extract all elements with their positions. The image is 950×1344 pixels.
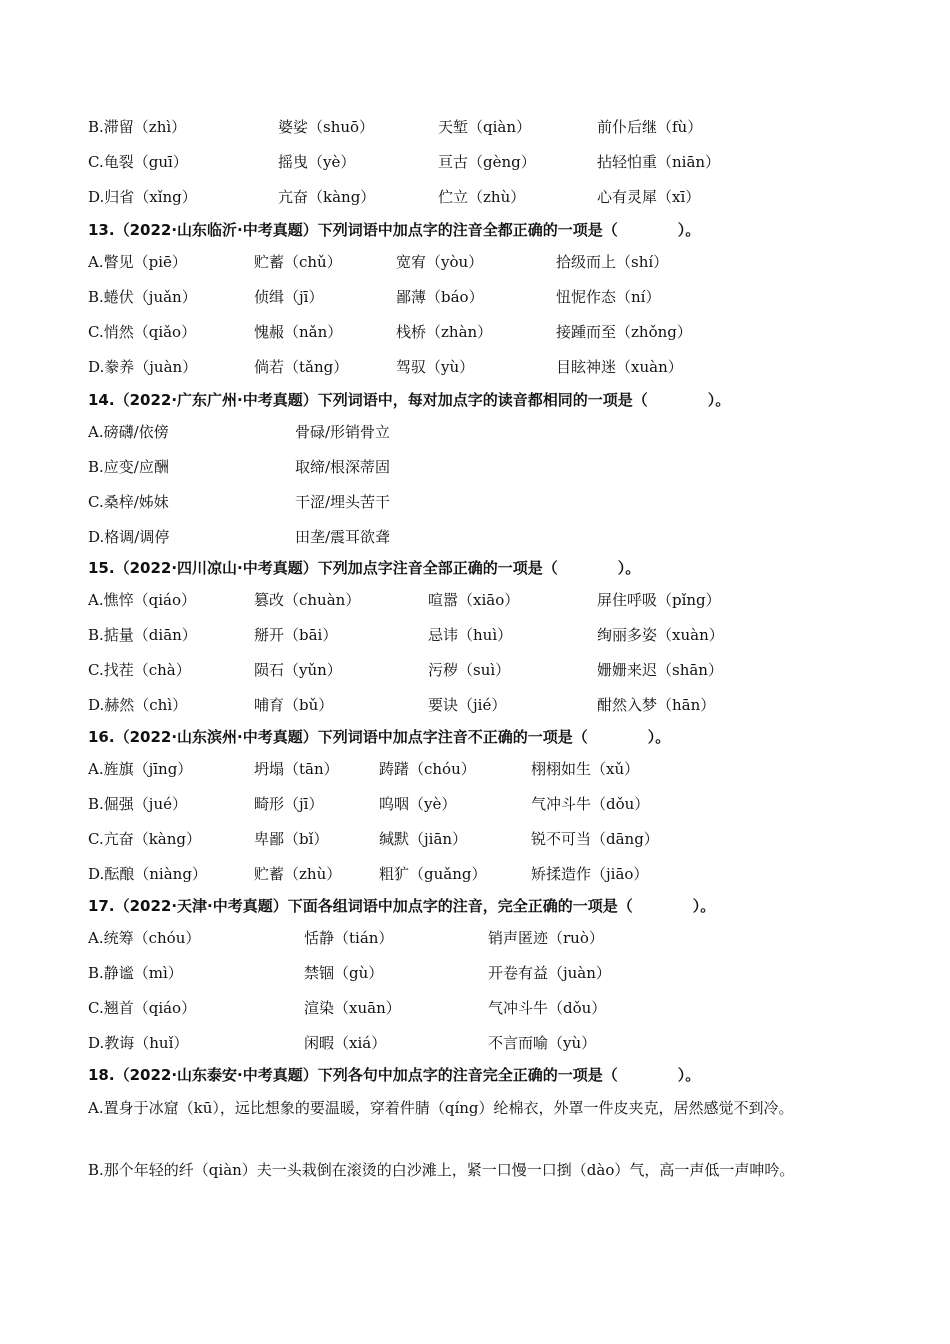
q12-option-c[interactable]	[88, 151, 868, 173]
q13-option-c[interactable]	[88, 321, 868, 343]
q16-option-a-word-2: 坍塌（tān）	[254, 760, 339, 778]
q14-stem: 14.（2022·广东广州·中考真题）下列词语中，每对加点字的读音都相同的一项是（ ）。	[88, 391, 731, 409]
q13-option-a-word-1: A.瞥见（piē）	[88, 253, 187, 271]
q12-option-b-word-2: 婆娑（shuō）	[278, 118, 375, 136]
q12-option-c-word-2: 摇曳（yè）	[278, 153, 356, 171]
q16-option-a-word-4: 栩栩如生（xǔ）	[531, 760, 640, 778]
q14-option-d-pair-1: D.格调/调停	[88, 528, 170, 546]
q13-option-b-word-2: 侦缉（jī）	[254, 288, 324, 306]
q12-option-b-word-1: B.滞留（zhì）	[88, 118, 187, 136]
q17-option-b-word-1: B.静谧（mì）	[88, 964, 183, 982]
q14-option-b-pair-1: B.应变/应酬	[88, 458, 169, 476]
q15-option-c[interactable]	[88, 659, 868, 681]
q15-option-c-word-2: 陨石（yǔn）	[254, 661, 342, 679]
q12-option-c-word-3: 亘古（gèng）	[438, 153, 536, 171]
q16-option-c-word-1: C.亢奋（kàng）	[88, 830, 202, 848]
q13-option-d-word-3: 驾驭（yù）	[396, 358, 475, 376]
q13-option-c-word-4: 接踵而至（zhǒng）	[556, 323, 692, 341]
q17-option-d[interactable]	[88, 1032, 868, 1054]
q17-option-b-word-3: 开卷有益（juàn）	[488, 964, 611, 982]
q16-option-b-word-4: 气冲斗牛（dǒu）	[531, 795, 650, 813]
q16-option-c[interactable]	[88, 828, 868, 850]
q18-option-b[interactable]: B.那个年轻的纤（qiàn）夫一头栽倒在滚烫的白沙滩上，紧一口慢一口捯（dào）气，高一声低一声呻吟。	[88, 1161, 795, 1179]
q14-option-d-pair-2: 田垄/震耳欲聋	[295, 528, 391, 546]
q15-option-d-word-4: 酣然入梦（hān）	[597, 696, 716, 714]
q13-option-b-word-4: 忸怩作态（ní）	[556, 288, 661, 306]
q16-option-b-word-2: 畸形（jī）	[254, 795, 324, 813]
q15-option-d-word-1: D.赫然（chì）	[88, 696, 188, 714]
q12-option-b-word-4: 前仆后继（fù）	[597, 118, 703, 136]
q13-option-c-word-3: 栈桥（zhàn）	[396, 323, 493, 341]
q16-option-d-word-3: 粗犷（guǎng）	[379, 865, 487, 883]
q16-option-b[interactable]	[88, 793, 868, 815]
q14-option-c[interactable]	[88, 491, 868, 513]
q16-option-c-word-3: 缄默（jiān）	[379, 830, 468, 848]
q13-stem: 13.（2022·山东临沂·中考真题）下列词语中加点字的注音全都正确的一项是（ ）。	[88, 221, 701, 239]
q17-option-d-word-3: 不言而喻（yù）	[488, 1034, 597, 1052]
q14-option-b[interactable]	[88, 456, 868, 478]
q15-option-d-word-3: 要诀（jié）	[428, 696, 507, 714]
q17-option-c-word-2: 渲染（xuān）	[304, 999, 401, 1017]
q13-option-d[interactable]	[88, 356, 868, 378]
q13-option-b[interactable]	[88, 286, 868, 308]
q17-option-b[interactable]	[88, 962, 868, 984]
q13-option-d-word-4: 目眩神迷（xuàn）	[556, 358, 683, 376]
q15-option-a-word-2: 篡改（chuàn）	[254, 591, 361, 609]
q16-option-d[interactable]	[88, 863, 868, 885]
q16-option-a-word-3: 踌躇（chóu）	[379, 760, 476, 778]
q14-option-a-pair-1: A.磅礴/依傍	[88, 423, 169, 441]
q15-option-b-word-1: B.掂量（diān）	[88, 626, 197, 644]
q16-option-d-word-2: 贮蓄（zhù）	[254, 865, 342, 883]
q13-option-d-word-2: 倘若（tǎng）	[254, 358, 349, 376]
q16-option-d-word-4: 矫揉造作（jiāo）	[531, 865, 649, 883]
q15-option-b-word-2: 掰开（bāi）	[254, 626, 338, 644]
q18-option-a[interactable]: A.置身于冰窟（kū），远比想象的要温暖，穿着件腈（qíng）纶棉衣，外罩一件皮夹克，居然感觉不到冷。	[88, 1099, 794, 1117]
q15-option-c-word-1: C.找茬（chà）	[88, 661, 191, 679]
q16-option-a[interactable]	[88, 758, 868, 780]
q12-option-d-word-1: D.归省（xǐng）	[88, 188, 197, 206]
q15-option-b-word-4: 绚丽多姿（xuàn）	[597, 626, 724, 644]
q17-option-d-word-1: D.教诲（huǐ）	[88, 1034, 189, 1052]
q15-option-c-word-4: 姗姗来迟（shān）	[597, 661, 723, 679]
q13-option-d-word-1: D.豢养（juàn）	[88, 358, 198, 376]
q12-option-d-word-4: 心有灵犀（xī）	[597, 188, 701, 206]
q14-option-c-pair-2: 干涩/埋头苦干	[295, 493, 391, 511]
q12-option-d-word-2: 亢奋（kàng）	[278, 188, 376, 206]
q15-option-a-word-4: 屏住呼吸（pǐng）	[597, 591, 721, 609]
q12-option-d[interactable]	[88, 186, 868, 208]
q14-option-a-pair-2: 骨碌/形销骨立	[295, 423, 391, 441]
q15-option-d-word-2: 哺育（bǔ）	[254, 696, 334, 714]
q13-option-a-word-4: 拾级而上（shí）	[556, 253, 669, 271]
q15-option-b[interactable]	[88, 624, 868, 646]
q16-option-a-word-1: A.旌旗（jīng）	[88, 760, 193, 778]
q16-stem: 16.（2022·山东滨州·中考真题）下列词语中加点字注音不正确的一项是（ ）。	[88, 728, 671, 746]
q12-option-d-word-3: 伫立（zhù）	[438, 188, 526, 206]
q15-option-b-word-3: 忌讳（huì）	[428, 626, 513, 644]
q15-stem: 15.（2022·四川凉山·中考真题）下列加点字注音全部正确的一项是（ ）。	[88, 559, 641, 577]
q18-stem: 18.（2022·山东泰安·中考真题）下列各句中加点字的注音完全正确的一项是（ ）。	[88, 1066, 701, 1084]
q17-option-a-word-1: A.统筹（chóu）	[88, 929, 201, 947]
q13-option-a-word-3: 宽宥（yòu）	[396, 253, 484, 271]
q16-option-b-word-3: 呜咽（yè）	[379, 795, 457, 813]
q14-option-a[interactable]	[88, 421, 868, 443]
q14-option-b-pair-2: 取缔/根深蒂固	[295, 458, 391, 476]
q13-option-a-word-2: 贮蓄（chǔ）	[254, 253, 342, 271]
q14-option-c-pair-1: C.桑梓/姊妹	[88, 493, 169, 511]
q17-option-a-word-2: 恬静（tián）	[304, 929, 394, 947]
q13-option-b-word-3: 鄙薄（báo）	[396, 288, 484, 306]
q12-option-c-word-4: 拈轻怕重（niān）	[597, 153, 721, 171]
q13-option-c-word-2: 愧赧（nǎn）	[254, 323, 343, 341]
q15-option-a[interactable]	[88, 589, 868, 611]
q16-option-b-word-1: B.倔强（jué）	[88, 795, 187, 813]
q12-option-b-word-3: 天堑（qiàn）	[438, 118, 532, 136]
q15-option-a-word-3: 喧嚣（xiāo）	[428, 591, 520, 609]
q17-option-c[interactable]	[88, 997, 868, 1019]
q17-option-a-word-3: 销声匿迹（ruò）	[488, 929, 604, 947]
q13-option-c-word-1: C.悄然（qiǎo）	[88, 323, 197, 341]
q15-option-d[interactable]	[88, 694, 868, 716]
q12-option-b[interactable]	[88, 116, 868, 138]
q17-option-b-word-2: 禁锢（gù）	[304, 964, 384, 982]
q17-option-a[interactable]	[88, 927, 868, 949]
q15-option-c-word-3: 污秽（suì）	[428, 661, 511, 679]
q12-option-c-word-1: C.龟裂（guī）	[88, 153, 188, 171]
q17-option-c-word-1: C.翘首（qiáo）	[88, 999, 197, 1017]
q17-option-c-word-3: 气冲斗牛（dǒu）	[488, 999, 607, 1017]
q17-stem: 17.（2022·天津·中考真题）下面各组词语中加点字的注音，完全正确的一项是（ ）。	[88, 897, 716, 915]
q13-option-b-word-1: B.蜷伏（juǎn）	[88, 288, 197, 306]
q16-option-c-word-4: 锐不可当（dāng）	[531, 830, 659, 848]
q13-option-a[interactable]	[88, 251, 868, 273]
q16-option-d-word-1: D.酝酿（niàng）	[88, 865, 207, 883]
q17-option-d-word-2: 闲暇（xiá）	[304, 1034, 387, 1052]
q14-option-d[interactable]	[88, 526, 868, 548]
q15-option-a-word-1: A.憔悴（qiáo）	[88, 591, 196, 609]
q16-option-c-word-2: 卑鄙（bǐ）	[254, 830, 329, 848]
